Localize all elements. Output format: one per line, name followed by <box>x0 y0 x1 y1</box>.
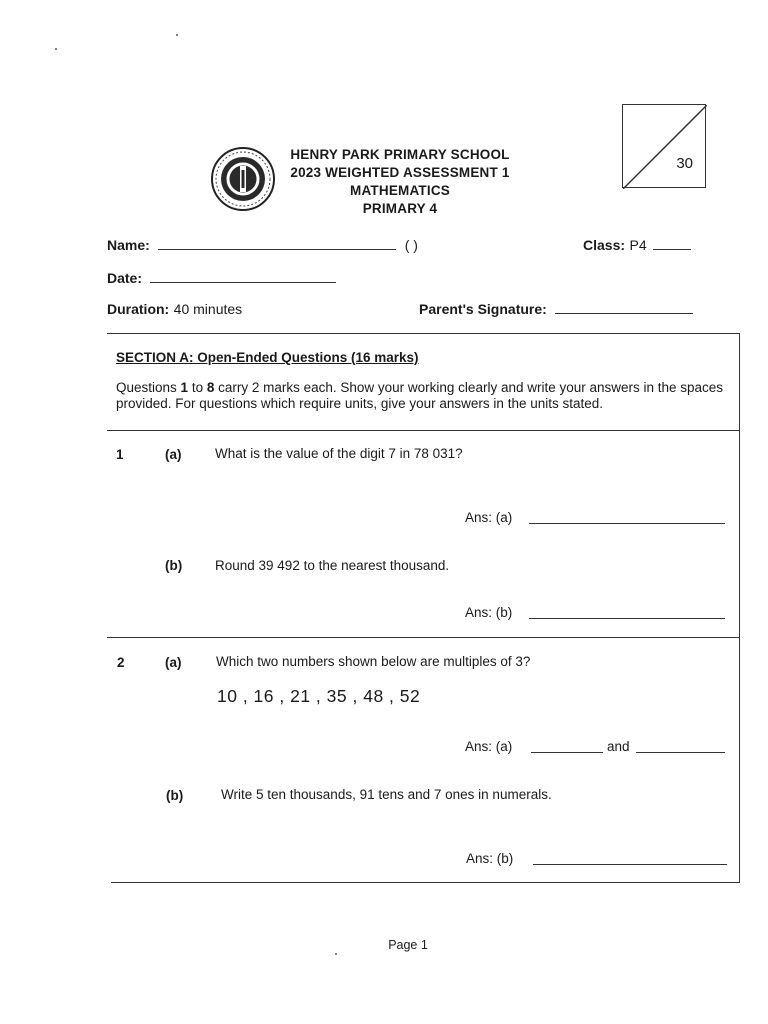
question-text: Round 39 492 to the nearest thousand. <box>215 558 450 573</box>
scan-speck <box>335 953 337 955</box>
answer-label: Ans: (b) <box>465 605 513 620</box>
subject-title: MATHEMATICS <box>350 183 450 198</box>
duration-label: Duration: <box>107 301 170 317</box>
school-name: HENRY PARK PRIMARY SCHOOL <box>290 147 510 162</box>
index-number-brackets: ( ) <box>404 237 418 253</box>
part-label: (b) <box>165 558 183 573</box>
total-marks: 30 <box>676 155 693 172</box>
instructions-text: carry 2 marks each. Show your working clearly and write your answers in the spaces provided. For questions which require units, give your answers in the units stated. <box>116 380 724 411</box>
duration-value: 40 minutes <box>173 301 243 317</box>
answer-label: Ans: (b) <box>466 851 514 866</box>
section-title: SECTION A: Open-Ended Questions (16 marks) <box>116 350 419 365</box>
date-row <box>107 270 336 288</box>
duration-row <box>107 301 242 319</box>
part-label: (b) <box>166 788 184 803</box>
instructions-question-to: 8 <box>206 380 215 395</box>
answer-field[interactable] <box>529 606 725 619</box>
answer-label: Ans: (a) <box>465 739 513 754</box>
instructions-question-from: 1 <box>180 380 189 395</box>
page-number: Page 1 <box>388 938 428 952</box>
question-number: 2 <box>117 655 125 670</box>
class-value: P4 <box>629 237 647 253</box>
name-field[interactable] <box>158 237 396 250</box>
scan-speck <box>55 48 57 50</box>
answer-field[interactable] <box>533 852 727 865</box>
section-divider <box>107 430 739 431</box>
scan-speck <box>176 34 178 36</box>
signature-row <box>419 301 693 319</box>
assessment-title: 2023 WEIGHTED ASSESSMENT 1 <box>290 165 510 180</box>
name-label: Name: <box>107 237 150 253</box>
answer-joiner: and <box>607 739 630 754</box>
instructions-text: Questions <box>116 380 181 395</box>
question-number: 1 <box>116 447 124 462</box>
section-instructions <box>116 380 728 412</box>
answer-field[interactable] <box>529 511 725 524</box>
signature-label: Parent's Signature: <box>419 301 547 317</box>
part-label: (a) <box>165 447 182 462</box>
question-text: Write 5 ten thousands, 91 tens and 7 ones in numerals. <box>221 787 552 802</box>
question-text: Which two numbers shown below are multiples of 3? <box>216 654 531 669</box>
level-title: PRIMARY 4 <box>362 201 438 216</box>
instructions-text: to <box>188 380 207 395</box>
answer-field-first[interactable] <box>531 740 603 753</box>
section-right-rule <box>739 333 740 883</box>
school-header <box>250 146 550 218</box>
date-field[interactable] <box>150 270 336 283</box>
signature-field[interactable] <box>555 301 693 314</box>
name-row <box>107 237 418 255</box>
answer-field-second[interactable] <box>636 740 725 753</box>
question-text: What is the value of the digit 7 in 78 031? <box>215 446 463 461</box>
date-label: Date: <box>107 270 143 286</box>
number-list: 10 , 16 , 21 , 35 , 48 , 52 <box>217 686 421 706</box>
question-divider <box>107 637 739 638</box>
section-bottom-rule <box>111 882 739 883</box>
class-row <box>583 237 691 255</box>
class-label: Class: <box>583 237 626 253</box>
answer-label: Ans: (a) <box>465 510 513 525</box>
part-label: (a) <box>165 655 182 670</box>
score-box <box>622 104 706 188</box>
score-box-diagonal <box>623 105 707 189</box>
section-top-rule <box>107 333 739 334</box>
class-field[interactable] <box>653 237 691 250</box>
